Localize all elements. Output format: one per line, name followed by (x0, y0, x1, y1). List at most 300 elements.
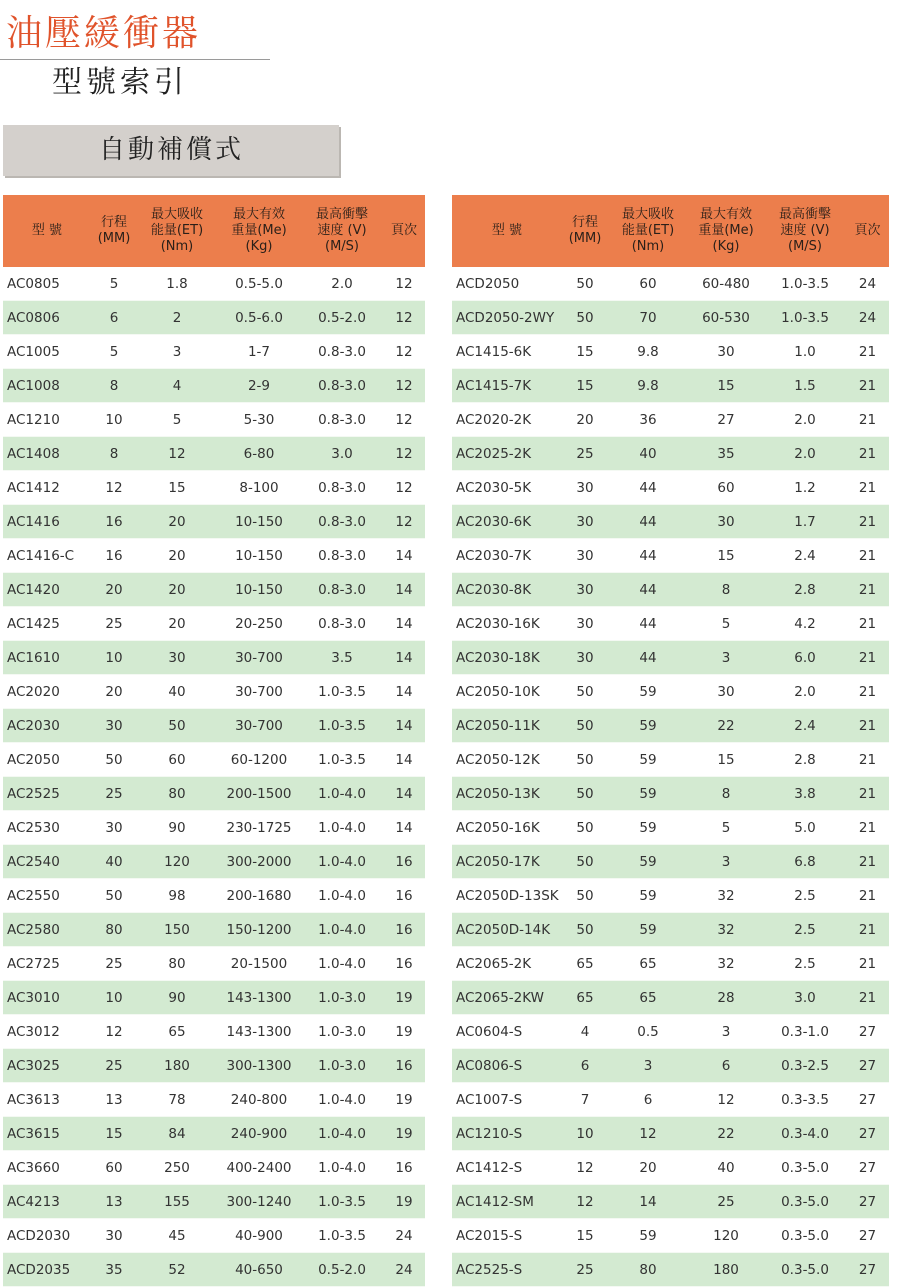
cell-model: AC3012 (3, 1015, 91, 1049)
cell-model: AC1610 (3, 641, 91, 675)
cell-stroke: 20 (91, 675, 137, 709)
cell-energy: 44 (608, 471, 688, 505)
cell-page: 19 (383, 1185, 425, 1219)
table-body (452, 267, 889, 1287)
cell-page: 16 (383, 1049, 425, 1083)
table-row (3, 437, 425, 471)
table-row (452, 913, 889, 947)
cell-weight: 200-1500 (217, 777, 301, 811)
column-header-energy (137, 195, 217, 267)
cell-page: 21 (846, 811, 889, 845)
cell-stroke: 25 (91, 1049, 137, 1083)
column-header-line: 最大有效 (699, 207, 752, 222)
table-row (452, 607, 889, 641)
table-row (452, 743, 889, 777)
table-row (3, 1117, 425, 1151)
cell-model: AC2050D-13SK (452, 879, 562, 913)
cell-weight: 12 (688, 1083, 764, 1117)
cell-page: 12 (383, 505, 425, 539)
table-row (452, 369, 889, 403)
cell-speed: 2.0 (764, 403, 846, 437)
cell-model: AC1210-S (452, 1117, 562, 1151)
cell-page: 19 (383, 1083, 425, 1117)
cell-energy: 80 (137, 947, 217, 981)
cell-stroke: 12 (91, 1015, 137, 1049)
cell-speed: 3.5 (301, 641, 383, 675)
cell-stroke: 40 (91, 845, 137, 879)
cell-model: ACD2050-2WY (452, 301, 562, 335)
cell-energy: 150 (137, 913, 217, 947)
cell-model: AC2050-11K (452, 709, 562, 743)
column-header-line: 能量(ET) (621, 223, 675, 238)
cell-stroke: 80 (91, 913, 137, 947)
table-row (452, 1219, 889, 1253)
column-header-line: (Kg) (245, 239, 273, 254)
cell-weight: 60-480 (688, 267, 764, 301)
cell-stroke: 6 (91, 301, 137, 335)
cell-speed: 4.2 (764, 607, 846, 641)
table-row (452, 675, 889, 709)
cell-weight: 300-1300 (217, 1049, 301, 1083)
table-row (3, 845, 425, 879)
cell-page: 16 (383, 845, 425, 879)
cell-stroke: 30 (562, 607, 608, 641)
table-row (3, 743, 425, 777)
cell-speed: 0.5-2.0 (301, 1253, 383, 1287)
column-header-line: 行程 (100, 215, 127, 230)
cell-page: 27 (846, 1185, 889, 1219)
cell-model: AC2050-10K (452, 675, 562, 709)
cell-weight: 400-2400 (217, 1151, 301, 1185)
cell-stroke: 10 (91, 981, 137, 1015)
cell-speed: 3.0 (764, 981, 846, 1015)
cell-page: 27 (846, 1049, 889, 1083)
cell-energy: 2 (137, 301, 217, 335)
cell-page: 21 (846, 913, 889, 947)
table-row (452, 301, 889, 335)
cell-page: 19 (383, 1117, 425, 1151)
cell-speed: 0.3-3.5 (764, 1083, 846, 1117)
cell-page: 24 (846, 301, 889, 335)
cell-energy: 45 (137, 1219, 217, 1253)
cell-stroke: 50 (562, 743, 608, 777)
page-subtitle: 型號索引 (52, 65, 188, 100)
column-header-speed (764, 195, 846, 267)
column-header-model (452, 195, 562, 267)
column-header-line: 重量(Me) (231, 223, 287, 238)
cell-model: AC2030-7K (452, 539, 562, 573)
table-row (452, 1117, 889, 1151)
cell-speed: 0.3-5.0 (764, 1219, 846, 1253)
cell-energy: 20 (137, 573, 217, 607)
cell-weight: 20-1500 (217, 947, 301, 981)
cell-stroke: 16 (91, 539, 137, 573)
table-row (452, 811, 889, 845)
cell-stroke: 8 (91, 437, 137, 471)
table-row (3, 1083, 425, 1117)
cell-page: 16 (383, 1151, 425, 1185)
cell-model: AC1412 (3, 471, 91, 505)
cell-speed: 0.8-3.0 (301, 607, 383, 641)
cell-model: AC2050-12K (452, 743, 562, 777)
cell-model: AC1412-SM (452, 1185, 562, 1219)
cell-weight: 5 (688, 607, 764, 641)
cell-model: AC1007-S (452, 1083, 562, 1117)
cell-page: 21 (846, 709, 889, 743)
cell-model: AC2065-2K (452, 947, 562, 981)
cell-stroke: 25 (91, 777, 137, 811)
cell-model: AC2030-16K (452, 607, 562, 641)
cell-page: 21 (846, 607, 889, 641)
cell-model: AC2540 (3, 845, 91, 879)
cell-speed: 0.8-3.0 (301, 335, 383, 369)
cell-page: 12 (383, 301, 425, 335)
table-row (452, 403, 889, 437)
table-row (3, 573, 425, 607)
cell-energy: 44 (608, 641, 688, 675)
cell-energy: 65 (608, 947, 688, 981)
cell-page: 21 (846, 845, 889, 879)
cell-weight: 35 (688, 437, 764, 471)
cell-model: AC2015-S (452, 1219, 562, 1253)
table-row (452, 879, 889, 913)
cell-speed: 1.0-4.0 (301, 1151, 383, 1185)
column-header-page (846, 195, 889, 267)
cell-weight: 15 (688, 743, 764, 777)
cell-page: 14 (383, 539, 425, 573)
table-row (452, 505, 889, 539)
cell-weight: 25 (688, 1185, 764, 1219)
cell-speed: 1.0-4.0 (301, 913, 383, 947)
cell-weight: 30 (688, 505, 764, 539)
cell-model: AC2065-2KW (452, 981, 562, 1015)
cell-model: AC3660 (3, 1151, 91, 1185)
cell-model: AC2030-8K (452, 573, 562, 607)
cell-model: AC3025 (3, 1049, 91, 1083)
cell-weight: 5 (688, 811, 764, 845)
cell-stroke: 5 (91, 267, 137, 301)
table-row (452, 845, 889, 879)
cell-weight: 6-80 (217, 437, 301, 471)
cell-stroke: 30 (562, 641, 608, 675)
cell-stroke: 35 (91, 1253, 137, 1287)
cell-page: 24 (383, 1253, 425, 1287)
cell-model: ACD2035 (3, 1253, 91, 1287)
cell-stroke: 15 (91, 1117, 137, 1151)
column-header-line: (M/S) (325, 239, 359, 254)
cell-speed: 1.0-3.5 (764, 301, 846, 335)
cell-weight: 30-700 (217, 709, 301, 743)
cell-energy: 250 (137, 1151, 217, 1185)
cell-speed: 1.0 (764, 335, 846, 369)
cell-weight: 150-1200 (217, 913, 301, 947)
cell-page: 14 (383, 811, 425, 845)
cell-speed: 2.0 (301, 267, 383, 301)
cell-speed: 6.0 (764, 641, 846, 675)
cell-energy: 59 (608, 879, 688, 913)
cell-speed: 1.0-3.5 (764, 267, 846, 301)
table-row (3, 335, 425, 369)
cell-weight: 40-900 (217, 1219, 301, 1253)
cell-speed: 1.0-3.5 (301, 743, 383, 777)
table-row (452, 1185, 889, 1219)
cell-page: 27 (846, 1083, 889, 1117)
cell-speed: 1.0-3.5 (301, 675, 383, 709)
cell-weight: 22 (688, 1117, 764, 1151)
cell-page: 21 (846, 879, 889, 913)
cell-weight: 3 (688, 641, 764, 675)
cell-model: AC1420 (3, 573, 91, 607)
cell-speed: 2.8 (764, 743, 846, 777)
cell-model: AC2030 (3, 709, 91, 743)
cell-energy: 20 (137, 539, 217, 573)
cell-stroke: 12 (562, 1185, 608, 1219)
cell-weight: 30-700 (217, 641, 301, 675)
table-header-row (3, 195, 425, 267)
cell-energy: 4 (137, 369, 217, 403)
table-row (452, 471, 889, 505)
cell-energy: 12 (608, 1117, 688, 1151)
cell-weight: 22 (688, 709, 764, 743)
cell-page: 21 (846, 675, 889, 709)
cell-energy: 65 (608, 981, 688, 1015)
cell-energy: 36 (608, 403, 688, 437)
cell-speed: 1.0-3.5 (301, 1185, 383, 1219)
cell-weight: 30-700 (217, 675, 301, 709)
cell-energy: 90 (137, 981, 217, 1015)
cell-weight: 240-800 (217, 1083, 301, 1117)
cell-model: AC2530 (3, 811, 91, 845)
column-header-line: (MM) (97, 231, 131, 246)
table-row (3, 777, 425, 811)
table-row (3, 505, 425, 539)
cell-energy: 15 (137, 471, 217, 505)
table-row (452, 573, 889, 607)
cell-weight: 27 (688, 403, 764, 437)
cell-stroke: 10 (562, 1117, 608, 1151)
cell-weight: 30 (688, 335, 764, 369)
cell-speed: 1.5 (764, 369, 846, 403)
cell-speed: 0.3-1.0 (764, 1015, 846, 1049)
cell-energy: 44 (608, 607, 688, 641)
table-row (3, 1151, 425, 1185)
column-header-line: 行程 (571, 215, 598, 230)
cell-page: 21 (846, 437, 889, 471)
column-header-line: (M/S) (788, 239, 822, 254)
cell-weight: 300-2000 (217, 845, 301, 879)
cell-stroke: 10 (91, 403, 137, 437)
cell-weight: 40 (688, 1151, 764, 1185)
column-header-line: 頁次 (854, 223, 881, 238)
cell-weight: 60-1200 (217, 743, 301, 777)
cell-page: 21 (846, 641, 889, 675)
cell-weight: 8-100 (217, 471, 301, 505)
table-row (3, 1253, 425, 1287)
column-header-line: 速度 (V) (317, 223, 367, 238)
cell-page: 16 (383, 879, 425, 913)
cell-energy: 9.8 (608, 335, 688, 369)
cell-stroke: 30 (562, 539, 608, 573)
cell-speed: 1.0-3.0 (301, 1015, 383, 1049)
cell-stroke: 12 (91, 471, 137, 505)
cell-speed: 1.0-4.0 (301, 1117, 383, 1151)
cell-stroke: 50 (562, 675, 608, 709)
cell-page: 14 (383, 675, 425, 709)
cell-model: AC2050-16K (452, 811, 562, 845)
cell-speed: 1.0-3.5 (301, 1219, 383, 1253)
cell-energy: 52 (137, 1253, 217, 1287)
column-header-line: 型 號 (491, 223, 523, 238)
cell-stroke: 4 (562, 1015, 608, 1049)
cell-page: 27 (846, 1253, 889, 1287)
cell-speed: 0.8-3.0 (301, 471, 383, 505)
cell-page: 27 (846, 1015, 889, 1049)
cell-model: AC2525-S (452, 1253, 562, 1287)
cell-energy: 59 (608, 811, 688, 845)
cell-energy: 44 (608, 539, 688, 573)
cell-stroke: 20 (562, 403, 608, 437)
table-row (452, 1253, 889, 1287)
cell-speed: 1.0-4.0 (301, 845, 383, 879)
cell-speed: 0.8-3.0 (301, 505, 383, 539)
cell-speed: 0.8-3.0 (301, 573, 383, 607)
cell-stroke: 13 (91, 1185, 137, 1219)
cell-stroke: 25 (91, 607, 137, 641)
cell-energy: 59 (608, 675, 688, 709)
cell-model: AC1412-S (452, 1151, 562, 1185)
table-row (452, 1083, 889, 1117)
cell-stroke: 30 (91, 1219, 137, 1253)
cell-speed: 1.0-3.0 (301, 1049, 383, 1083)
cell-stroke: 13 (91, 1083, 137, 1117)
cell-page: 21 (846, 335, 889, 369)
column-header-line: 能量(ET) (150, 223, 204, 238)
cell-weight: 8 (688, 573, 764, 607)
table-header-row (452, 195, 889, 267)
cell-page: 27 (846, 1117, 889, 1151)
spec-table-left (3, 195, 425, 1287)
cell-page: 12 (383, 335, 425, 369)
column-header-line: 型 號 (31, 223, 63, 238)
cell-weight: 10-150 (217, 505, 301, 539)
cell-model: AC2050D-14K (452, 913, 562, 947)
cell-stroke: 25 (562, 1253, 608, 1287)
cell-model: AC1415-6K (452, 335, 562, 369)
cell-energy: 90 (137, 811, 217, 845)
cell-speed: 1.0-4.0 (301, 1083, 383, 1117)
cell-speed: 2.4 (764, 709, 846, 743)
cell-speed: 1.0-3.5 (301, 709, 383, 743)
cell-energy: 70 (608, 301, 688, 335)
cell-energy: 5 (137, 403, 217, 437)
cell-energy: 180 (137, 1049, 217, 1083)
cell-energy: 59 (608, 743, 688, 777)
cell-energy: 80 (137, 777, 217, 811)
cell-stroke: 7 (562, 1083, 608, 1117)
table-row (3, 301, 425, 335)
column-header-line: 速度 (V) (780, 223, 830, 238)
cell-speed: 0.8-3.0 (301, 539, 383, 573)
cell-speed: 2.5 (764, 947, 846, 981)
cell-energy: 155 (137, 1185, 217, 1219)
cell-energy: 9.8 (608, 369, 688, 403)
cell-energy: 20 (137, 505, 217, 539)
cell-page: 12 (383, 437, 425, 471)
cell-model: AC0806 (3, 301, 91, 335)
cell-stroke: 15 (562, 369, 608, 403)
cell-page: 21 (846, 947, 889, 981)
cell-stroke: 50 (562, 777, 608, 811)
column-header-line: 最高衝擊 (315, 207, 368, 222)
cell-energy: 6 (608, 1083, 688, 1117)
cell-model: AC0805 (3, 267, 91, 301)
cell-speed: 6.8 (764, 845, 846, 879)
cell-speed: 0.5-2.0 (301, 301, 383, 335)
cell-model: AC1416 (3, 505, 91, 539)
cell-stroke: 50 (562, 709, 608, 743)
cell-speed: 2.8 (764, 573, 846, 607)
cell-speed: 3.8 (764, 777, 846, 811)
cell-energy: 3 (608, 1049, 688, 1083)
cell-energy: 20 (608, 1151, 688, 1185)
cell-page: 12 (383, 403, 425, 437)
cell-energy: 60 (608, 267, 688, 301)
column-header-line: 最大吸收 (621, 207, 674, 222)
cell-model: AC2580 (3, 913, 91, 947)
cell-weight: 240-900 (217, 1117, 301, 1151)
cell-energy: 1.8 (137, 267, 217, 301)
cell-page: 16 (383, 947, 425, 981)
cell-weight: 60-530 (688, 301, 764, 335)
cell-page: 14 (383, 573, 425, 607)
cell-model: AC2550 (3, 879, 91, 913)
cell-page: 21 (846, 403, 889, 437)
cell-stroke: 50 (91, 743, 137, 777)
table-row (3, 1219, 425, 1253)
column-header-page (383, 195, 425, 267)
cell-weight: 5-30 (217, 403, 301, 437)
table-row (3, 539, 425, 573)
cell-speed: 3.0 (301, 437, 383, 471)
column-header-line: 最大有效 (232, 207, 285, 222)
cell-page: 21 (846, 981, 889, 1015)
cell-page: 21 (846, 777, 889, 811)
cell-energy: 40 (137, 675, 217, 709)
cell-weight: 180 (688, 1253, 764, 1287)
cell-stroke: 15 (562, 1219, 608, 1253)
cell-weight: 20-250 (217, 607, 301, 641)
table-row (3, 1015, 425, 1049)
cell-speed: 2.4 (764, 539, 846, 573)
cell-weight: 0.5-5.0 (217, 267, 301, 301)
cell-energy: 59 (608, 777, 688, 811)
cell-page: 19 (383, 1015, 425, 1049)
cell-stroke: 30 (562, 505, 608, 539)
cell-model: AC3615 (3, 1117, 91, 1151)
cell-weight: 28 (688, 981, 764, 1015)
cell-weight: 230-1725 (217, 811, 301, 845)
table-row (3, 471, 425, 505)
cell-weight: 10-150 (217, 539, 301, 573)
cell-model: ACD2030 (3, 1219, 91, 1253)
cell-weight: 32 (688, 913, 764, 947)
cell-stroke: 20 (91, 573, 137, 607)
table-row (3, 879, 425, 913)
cell-model: AC2030-6K (452, 505, 562, 539)
cell-model: AC2525 (3, 777, 91, 811)
table-row (3, 641, 425, 675)
cell-model: AC1425 (3, 607, 91, 641)
